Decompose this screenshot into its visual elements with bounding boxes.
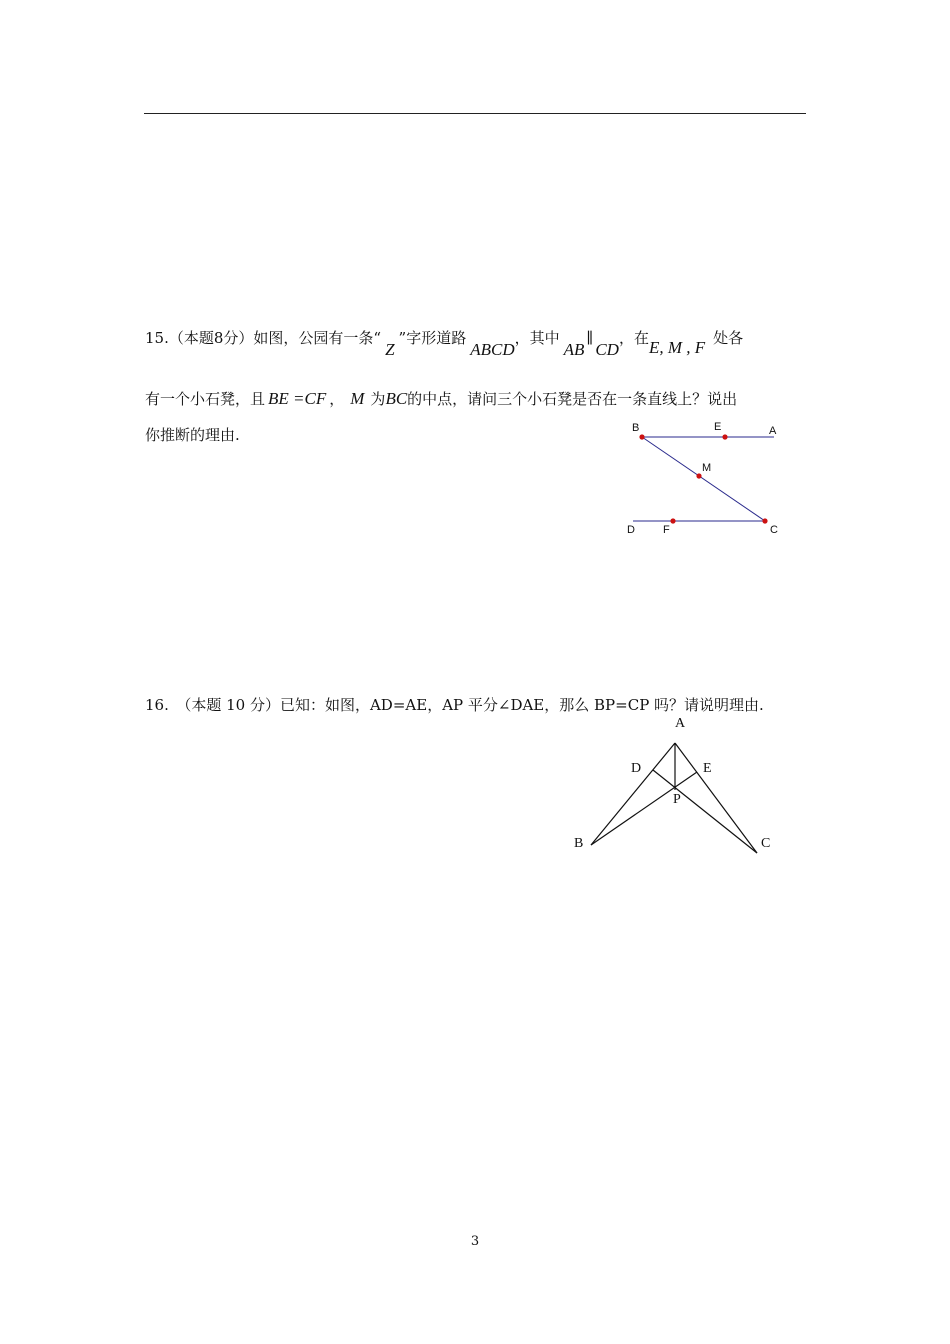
q15-line-3: 你推断的理由. [145,426,240,444]
q15-abcd: ABCD [470,340,515,359]
q15-z: Z [385,340,395,359]
q15-line-2: 有一个小石凳，且 BE =CF ， M 为BC的中点，请问三个小石凳是否在一条直线上？说出 [145,389,738,408]
segment-ab [591,743,675,845]
segment-eb [591,772,697,845]
point-b [639,434,644,439]
point-f [670,518,675,523]
label-c: C [761,836,771,851]
point-e [722,434,727,439]
label-a: A [675,716,686,731]
label-d: D [627,524,635,536]
q16-line-1: 16. （本题 10 分）已知：如图，AD=AE，AP 平分∠DAE，那么 BP=CP 吗？请说明理由. [145,696,764,714]
q16-figure-triangles [565,710,785,860]
page-number: 3 [470,1234,480,1249]
label-e: E [714,421,722,433]
label-b: B [632,422,640,434]
label-m: M [702,462,712,474]
header-rule [144,113,806,114]
label-e: E [703,761,712,776]
label-p: P [673,792,681,807]
label-d: D [631,761,642,776]
label-b: B [574,836,584,851]
label-c: C [770,524,778,536]
q15-line-1: 15.（本题8分）如图，公园有一条“Z”字形道路ABCD，其中AB∥CD，在E, M , F 处各 [145,329,744,359]
segment-bc [642,437,765,521]
point-m [696,473,701,478]
q15-figure-z-road [620,415,790,540]
label-f: F [663,524,670,536]
label-a: A [769,425,777,437]
point-c [762,518,767,523]
